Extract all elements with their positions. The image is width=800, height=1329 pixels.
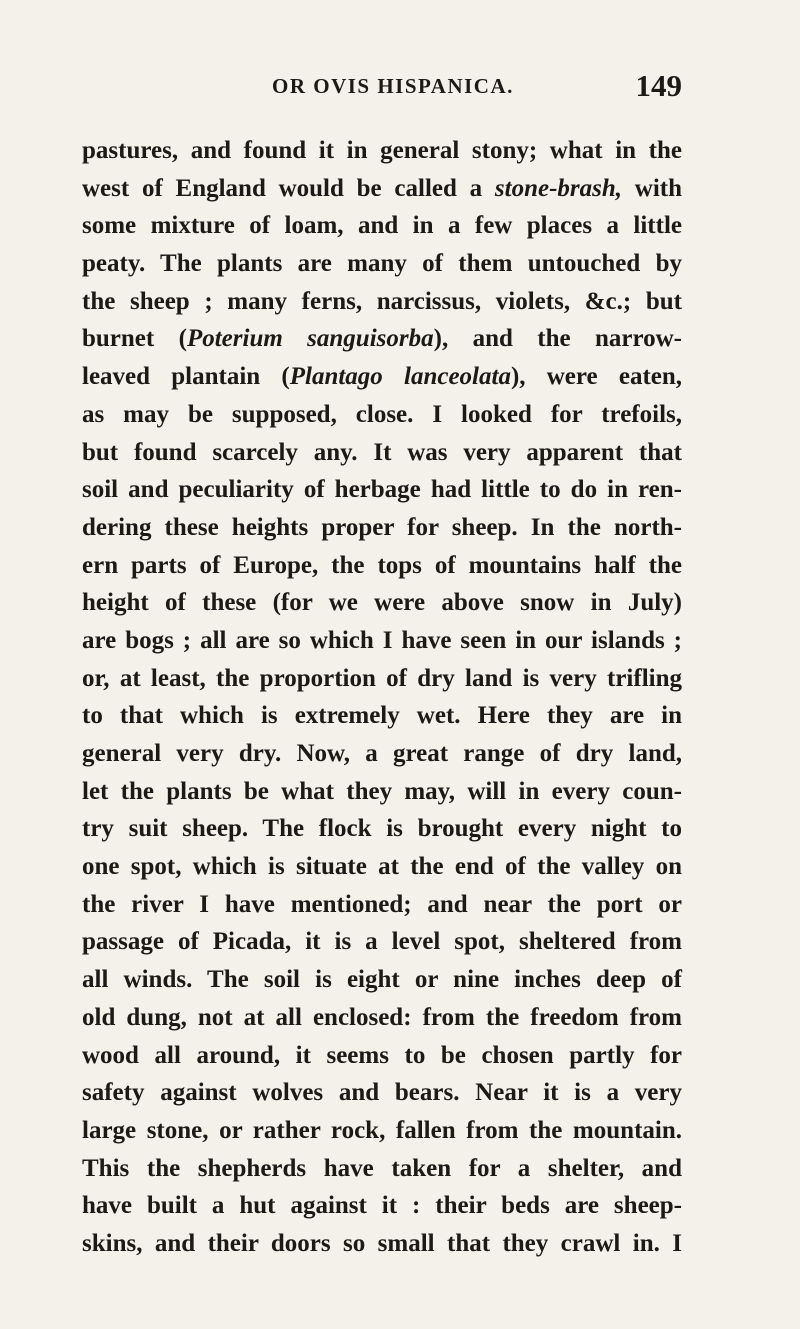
text-line [82, 1225, 682, 1263]
text-line [82, 170, 682, 208]
text-segment: but found scarcely any. It was very apparent that [82, 438, 682, 466]
text-segment: all winds. The soil is eight or nine inches deep of [82, 966, 682, 994]
text-line [82, 283, 682, 321]
text-segment: or, at least, the proportion of dry land is very trifling [82, 664, 682, 692]
text-line [82, 923, 682, 961]
text-line [82, 697, 682, 735]
text-segment: the river I have mentioned; and near the port or [82, 890, 682, 918]
text-segment: old dung, not at all enclosed: from the freedom from [82, 1003, 682, 1031]
running-head [82, 70, 682, 110]
text-line [82, 660, 682, 698]
text-segment: safety against wolves and bears. Near it is a very [82, 1079, 682, 1107]
text-line [82, 358, 682, 396]
text-segment: passage of Picada, it is a level spot, sheltered from [82, 928, 682, 956]
text-line [82, 773, 682, 811]
text-line [82, 509, 682, 547]
text-line [82, 961, 682, 999]
text-line [82, 622, 682, 660]
text-segment: wood all around, it seems to be chosen partly for [82, 1041, 682, 1069]
text-segment: ern parts of Europe, the tops of mountains half the [82, 551, 682, 579]
text-line [82, 810, 682, 848]
text-segment: let the plants be what they may, will in every coun- [82, 777, 682, 805]
text-segment: pastures, and found it in general stony; what in the [82, 137, 682, 164]
page-number: 149 [635, 68, 682, 103]
text-segment: height of these (for we were above snow in July) [82, 589, 682, 617]
text-segment: the sheep ; many ferns, narcissus, violets, &c.; but [82, 287, 682, 315]
text-segment: as may be supposed, close. I looked for trefoils, [82, 400, 682, 428]
text-segment: one spot, which is situate at the end of the valley on [82, 853, 682, 881]
text-line [82, 1037, 682, 1075]
text-line [82, 848, 682, 886]
text-line [82, 1187, 682, 1225]
text-segment: dering these heights proper for sheep. In the north- [82, 513, 682, 541]
text-segment: This the shepherds have taken for a shelter, and [82, 1154, 682, 1182]
text-segment: peaty. The plants are many of them untouched by [82, 250, 682, 278]
text-segment: try suit sheep. The flock is brought every night to [82, 815, 682, 843]
text-segment: some mixture of loam, and in a few places a little [82, 212, 682, 240]
body-text [82, 132, 682, 1263]
text-line [82, 1112, 682, 1150]
text-line [82, 132, 682, 170]
running-title: OR OVIS HISPANICA. [272, 74, 514, 98]
text-segment: to that which is extremely wet. Here they are in [82, 702, 682, 730]
text-segment: have built a hut against it : their beds are sheep- [82, 1192, 682, 1220]
text-line [82, 584, 682, 622]
text-segment: ), and the narrow- [433, 325, 683, 353]
text-line [82, 1074, 682, 1112]
text-segment: general very dry. Now, a great range of dry land, [82, 740, 682, 767]
text-line [82, 471, 682, 509]
text-line [82, 886, 682, 924]
text-line [82, 396, 682, 434]
text-segment: leaved plantain ( [82, 363, 290, 391]
text-segment: are bogs ; all are so which I have seen in our islands ; [82, 626, 682, 654]
text-line [82, 245, 682, 283]
text-line [82, 547, 682, 585]
text-segment: skins, and their doors so small that they crawl in. I [82, 1229, 682, 1257]
italic-text: Poterium sanguisorba [186, 325, 434, 353]
text-segment: with [622, 174, 682, 202]
text-segment: west of England would be called a [82, 174, 495, 202]
text-segment: burnet ( [82, 325, 187, 353]
text-line [82, 1150, 682, 1188]
text-segment: soil and peculiarity of herbage had little to do in ren- [82, 476, 682, 504]
text-segment: large stone, or rather rock, fallen from the mountain. [82, 1116, 682, 1144]
text-line [82, 735, 682, 773]
text-line [82, 434, 682, 472]
italic-text: Plantago lanceolata [289, 363, 511, 391]
text-line [82, 320, 682, 358]
text-segment: ), were eaten, [510, 363, 683, 391]
text-line [82, 999, 682, 1037]
text-line [82, 207, 682, 245]
italic-text: stone-brash, [494, 174, 623, 202]
